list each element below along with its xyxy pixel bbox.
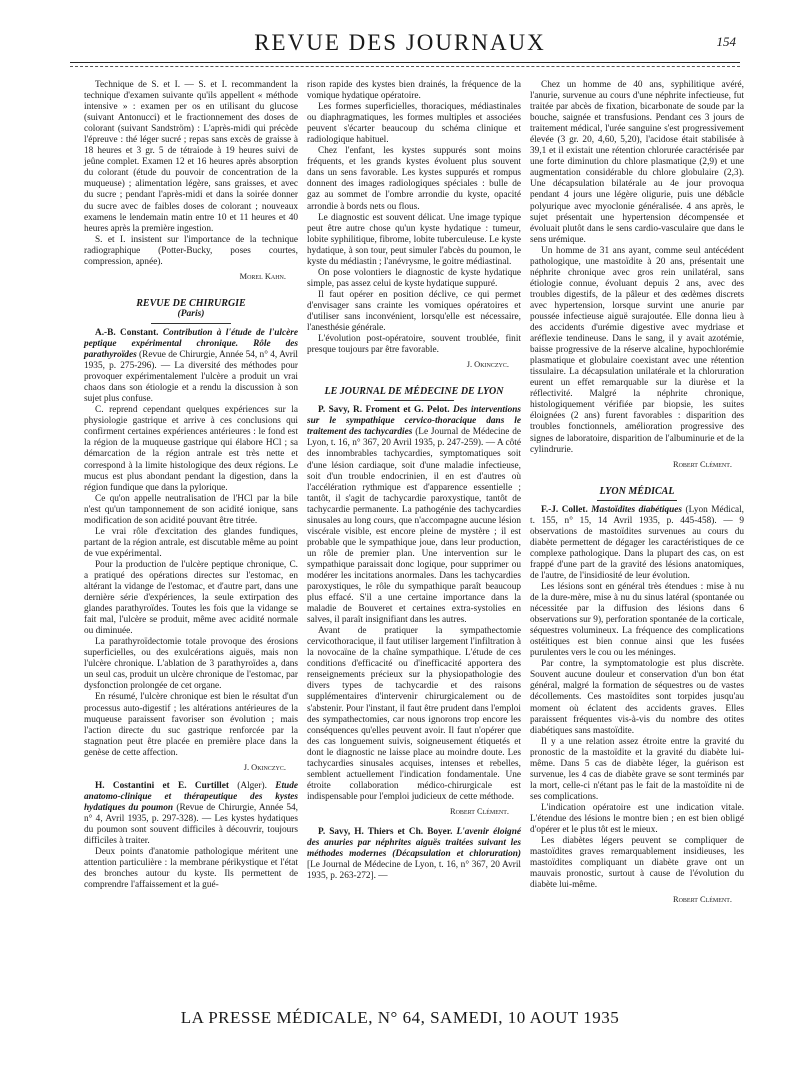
article-author: H. Costantini et E. Curtillet	[95, 780, 229, 791]
article-place: (Alger).	[237, 780, 267, 791]
paragraph: C. reprend cependant quelques expériences sur la physiologie gastrique et arrive à ces conclusions qui confirment certaines expériences antérieures : le fond est la région de la muqueuse gastrique qui élabore HCl ; sa démarcation de la région antrale est très nette et correspond à la limite histologique des deux régions. Le mucus est plus abondant pendant la digestion, dans la région fundique que dans la pylorique.	[84, 405, 298, 493]
article-reference: [Le Journal de Médecine de Lyon, t. 16, n° 367, 20 Avril 1935, p. 263-272]. —	[307, 860, 521, 882]
paragraph: L'indication opératoire est une indication vitale. L'étendue des lésions le montre bien ; en est bien obligé d'opérer et le plus tôt est le mieux.	[530, 802, 744, 836]
column-3	[530, 80, 744, 905]
paragraph: Les lésions sont en général très étendues : mise à nu de la dure-mère, mise à nu du sinus latéral (spontanée ou nécessitée par la diffusion des lésions dans 6 observations sur 9), perforation spontanée de la corticale, séquestres volumineux. La fréquence des complications ostéitiques est bien connue ainsi que les fusées purulentes vers le cou ou les méninges.	[530, 582, 744, 659]
article-body: A côté des innombrables tachycardies, symptomatiques soit d'une lésion cardiaque, soit d'une maladie infectieuse, soit d'un trouble endocrinien, il en est d'autres où l'accélération rythmique est d'apparence essentielle ; tantôt, il s'agit de tachycardie paroxystique, tantôt de tachycardie permanente. La pathogénie des tachycardies sinusales au long cours, que n'accompagne aucune lésion viscérale visible, est encore pleine de mystère ; il est probable que le sympathique joue, dans leur production, un rôle de premier plan. Une intervention sur le sympathique paraissait donc logique, pour supprimer ou modérer les incitations anormales. Dans les tachycardies paroxystiques, le rôle du sympathique paraît beaucoup plus effacé. S'il a une certaine importance dans la maladie de Bouveret et certaines extra-systolies en salves, il paraît insignifiant dans les autres.	[307, 438, 522, 626]
paragraph: Un homme de 31 ans ayant, comme seul antécédent pathologique, une mastoïdite à 20 ans, présentait une néphrite chronique avec gros rein unilatéral, sans étiologie connue, évoluant depuis 2 ans, avec des troubles digestifs, de la pâleur et des œdèmes discrets avec hypertension, lorsque survint une anurie par poussée infectieuse aiguë surajoutée. Elle donna lieu à des accidents d'urémie digestive avec mydriase et aréflexie tendineuse. Dans le sang, il y avait azotémie, baisse progressive de la réserve alcaline, hypochlorémie plasmatique et globulaire coexistant avec une rétention tissulaire. La décapsulation unilatérale et la chloruration eurent un effet remarquable sur la diurèse et la réflectivité. Malgré la néphrite chronique, histologiquement vérifiée par biopsie, les suites éloignées (2 ans) furent favorables : disparition des troubles fonctionnels, amélioration progressive des signes de laboratoire, disparition de l'albuminurie et de la cylindrurie.	[530, 245, 744, 455]
article-abstract	[84, 328, 298, 405]
paragraph: Il y a une relation assez étroite entre la gravité du pronostic de la mastoïdite et la gravité du diabète lui-même. Dans 5 cas de diabète léger, la guérison est survenue, les 4 cas de diabète grave se sont terminés par la mort, celle-ci n'étant pas le fait de la mastoïdite ni de ses complications.	[530, 736, 744, 802]
paragraph: Chez un homme de 40 ans, syphilitique avéré, l'anurie, survenue au cours d'une néphrite infectieuse, fut traitée par abcès de fixation, bicarbonate de soude par la bouche, saignée et transfusions. Pendant ces 3 jours de traitement médical, l'urée sanguine s'est progressivement élevée (3 gr. 20, 4,60, 5,20), l'acidose était stabilisée à 39,1 et il existait une rétention chlorurée caractérisée par une forte diminution du chlore plasmatique (2,9) et une augmentation considérable du chlore globulaire (2,3). Une décapsulation bilatérale au 4e jour provoqua pendant 4 jours une légère oligurie, puis une débâcle polyurique avec myoclonie généralisée. 4 ans après, le sujet présentait une hypertension décompensée et évoluait plutôt dans le sens cardio-vasculaire que dans le sens urémique.	[530, 80, 744, 245]
article-reference: (Revue de Chirurgie, Année 54, n° 4, Avril 1935, p. 297-328). —	[84, 802, 299, 824]
article-reference: (Le Journal de Médecine de Lyon, t. 16, n° 367, 20 Avril 1935, p. 247-259). —	[307, 427, 521, 449]
section-rule	[151, 323, 231, 324]
article-body: Les kystes hydatiques du poumon sont souvent difficiles à découvrir, toujours difficiles à traiter.	[84, 813, 299, 847]
column-1	[84, 80, 298, 891]
paragraph: Les diabètes légers peuvent se compliquer de mastoïdites graves remarquablement insidieuses, les mastoïdites compliquant un diabète grave ont un mauvais pronostic, surtout à cause de l'évolution du diabète lui-même.	[530, 836, 744, 891]
article-author: P. Savy, R. Froment et G. Pelot.	[318, 405, 450, 416]
section-title: LE JOURNAL DE MÉDECINE DE LYON	[324, 386, 504, 398]
signature: Robert Clément.	[673, 459, 732, 469]
section-title: REVUE DE CHIRURGIE	[136, 297, 246, 309]
paragraph: L'évolution post-opératoire, souvent troublée, finit presque toujours par être favorable.	[307, 334, 521, 356]
article-title: Etude anatomo-clinique et thérapeutique des kystes hydatiques du poumon	[84, 780, 298, 813]
signature: Robert Clément.	[673, 895, 732, 905]
article-abstract	[530, 505, 744, 582]
paragraph: rison rapide des kystes bien drainés, la fréquence de la vomique hydatique opératoire.	[307, 80, 521, 102]
article-reference: (Lyon Médical, t. 155, n° 15, 14 Avril 1935, p. 445-458). —	[530, 504, 744, 526]
signature: Robert Clément.	[450, 806, 509, 816]
article-author: P. Savy, H. Thiers et Ch. Boyer.	[318, 827, 453, 837]
footer-text: LA PRESSE MÉDICALE, N° 64, SAMEDI, 10 AOUT 1935	[173, 1008, 627, 1027]
paragraph: La parathyroïdectomie totale provoque des érosions superficielles, ou des exulcérations aiguës, mais non l'ulcère chronique. L'ablation de 3 parathyroïdes a, dans un seul cas, produit un ulcère chronique de l'estomac, par dysfonction prolongée de cet organe.	[84, 637, 298, 692]
article-abstract	[307, 405, 521, 626]
article-body: 9 observations de mastoïdites survenues au cours du diabète permettent de dégager les caractéristiques de ce complexe pathologique. Dans la plupart des cas, on est frappé d'une part de la gravité des lésions anatomiques, de l'autre, de l'insidiosité de leur évolution.	[530, 515, 744, 581]
paragraph: Le vrai rôle d'excitation des glandes fundiques, partant de la région antrale, est discutable même au point de vue expérimental.	[84, 526, 298, 559]
paragraph: Par contre, la symptomatologie est plus discrète. Souvent aucune douleur et conservation d'un bon état général, malgré la formation de séquestres ou de vastes décollements. Ces mastoïdites sont torpides jusqu'au moment où éclatent des accidents graves. Elles paraissent fréquentes vis-à-vis du nombre des otites diabétiques sans mastoïdite.	[530, 659, 744, 736]
paragraph: On pose volontiers le diagnostic de kyste hydatique simple, pas assez celui de kyste hydatique suppuré.	[307, 267, 521, 289]
article-author: F.-J. Collet.	[541, 504, 588, 515]
article-abstract	[84, 781, 298, 847]
header-rule-dashed	[70, 66, 740, 67]
page-title: REVUE DES JOURNAUX	[254, 30, 546, 55]
article-abstract	[307, 827, 521, 882]
paragraph: Pour la production de l'ulcère peptique chronique, C. a pratiqué des opérations directes sur l'estomac, en altérant la vidange de l'estomac, et d'autre part, dans une dernière série d'expériences, la seule extirpation des glandes parathyroïdes. Toutes les fois que la vidange se fait mal, l'ulcère se produit, même avec acidité normale ou diminuée.	[84, 559, 298, 637]
page-number: 154	[716, 34, 736, 49]
signature: Morel Kahn.	[239, 271, 286, 281]
article-body: La diversité des méthodes pour provoquer expérimentalement l'ulcère a produit un vrai chaos dans son étiologie et a rendu la discussion à son sujet plus confuse.	[84, 361, 298, 405]
article-author: A.-B. Constant.	[95, 327, 159, 338]
paragraph: Les formes superficielles, thoraciques, médiastinales ou diaphragmatiques, les formes multiples et associées peuvent s'écarter beaucoup du schéma clinique et radiologique habituel.	[307, 102, 521, 146]
paragraph: Technique de S. et I. — S. et I. recommandent la technique d'examen suivante qu'ils appellent « méthode intensive » : examen per os en utilisant du glucose (suivant Antonucci) et le fractionnement des doses de colorant (suivant Sandström) : L'après-midi qui précède l'épreuve : thé léger sucré ; repas sans excès de graisse à 18 heures et 3 gr. 5 de tétraiode à 19 heures suivi de jeûne complet. Examen 12 et 16 heures après absorption du colorant (étude du pouvoir de concentration de la muqueuse) ; alimentation légère, sans graisses, et avec du sucre ; pendant l'après-midi et dans la soirée donner du sucre avec de faibles doses de colorant ; nouveaux examens le lendemain matin entre 10 et 11 heures et 40 heures après la première ingestion.	[84, 80, 298, 234]
article-reference: (Revue de Chirurgie, Année 54, n° 4, Avril 1935, p. 275-296). —	[84, 350, 299, 372]
paragraph: Avant de pratiquer la sympathectomie cervicothoracique, il faut utiliser largement l'infiltration à la novocaïne de la chaîne sympathique. L'étude de ces conditions d'efficacité ou d'inefficacité apportera des renseignements précieux sur la physiopathologie des divers types de tachycardie et des raisons supplémentaires d'intervenir chirurgicalement ou de s'abstenir. Pour l'instant, il faut être prudent dans l'emploi des sympathectomies, car nous ignorons trop encore les conséquences qu'elles peuvent avoir. Il faut n'opérer que des cas longuement suivis, soigneusement étiquetés et dont le diagnostic ne laisse place au moindre doute. Les tachycardies sinusales acquises, intenses et rebelles, semblent actuellement l'indication fondamentale. Une étroite collaboration médico-chirurgicale est indispensable pour l'emploi judicieux de cette méthode.	[307, 626, 521, 802]
section-subtitle: (Paris)	[177, 308, 205, 319]
section-title: LYON MÉDICAL	[599, 485, 675, 497]
paragraph: Le diagnostic est souvent délicat. Une image typique peut être autre chose qu'un kyste hydatique : tumeur, lobite syphilitique, fibrome, lobite tuberculeuse. Le kyste hydatique, à son tour, peut simuler l'abcès du poumon, le kyste du médiastin ; l'anévrysme, le goitre médiastinal.	[307, 212, 521, 267]
paragraph: Chez l'enfant, les kystes suppurés sont moins fréquents, et les grands kystes évoluent plus souvent dans un sens favorable. Les kystes suppurés et rompus donnent des images radiologiques spéciales : bulle de gaz au sommet de l'ombre arrondie du kyste, opacité arrondie à bords nets ou flous.	[307, 146, 521, 212]
signature: J. Okinczyc.	[466, 360, 509, 370]
section-rule	[374, 400, 454, 401]
header-rule	[70, 62, 740, 63]
paragraph: Il faut opérer en position déclive, ce qui permet d'envisager sans crainte les vomiques opératoires et d'utiliser sans inconvénient, lorsqu'elle est nécessaire, l'anesthésie générale.	[307, 289, 521, 334]
paragraph: Deux points d'anatomie pathologique méritent une attention particulière : la membrane périkystique et l'état des bronches autour du kyste. Ils permettent de comprendre l'affaissement et la gué-	[84, 847, 298, 891]
page-footer	[0, 1008, 800, 1028]
article-title: L'avenir éloigné des anuries par néphrites aiguës traitées suivant les méthodes modernes (Décapsulation et chloruration)	[307, 827, 521, 860]
column-2	[307, 80, 521, 882]
signature: J. Okinczyc.	[243, 762, 286, 772]
article-title: Contribution à l'étude de l'ulcère peptique expérimental chronique. Rôle des parathyroïdes	[84, 327, 298, 361]
paragraph: S. et I. insistent sur l'importance de la technique radiographique (Potter-Bucky, poses courtes, compression, apnée).	[84, 234, 298, 267]
paragraph: En résumé, l'ulcère chronique est bien le résultat d'un processus auto-digestif ; les altérations antérieures de la muqueuse paraissent favoriser son évolution ; mais l'action directe du suc gastrique renforcée par la stagnation peut être placée en première place dans la genèse de cette affection.	[84, 692, 298, 758]
article-title: Des interventions sur le sympathique cervico-thoracique dans le traitement des tachycardies	[307, 405, 522, 438]
paragraph: Ce qu'on appelle neutralisation de l'HCl par la bile n'est qu'un tamponnement de son acidité ionique, sans modification de son acidité pouvant être titrée.	[84, 493, 298, 526]
article-title: Mastoïdites diabétiques	[591, 504, 683, 515]
section-rule	[597, 500, 677, 501]
